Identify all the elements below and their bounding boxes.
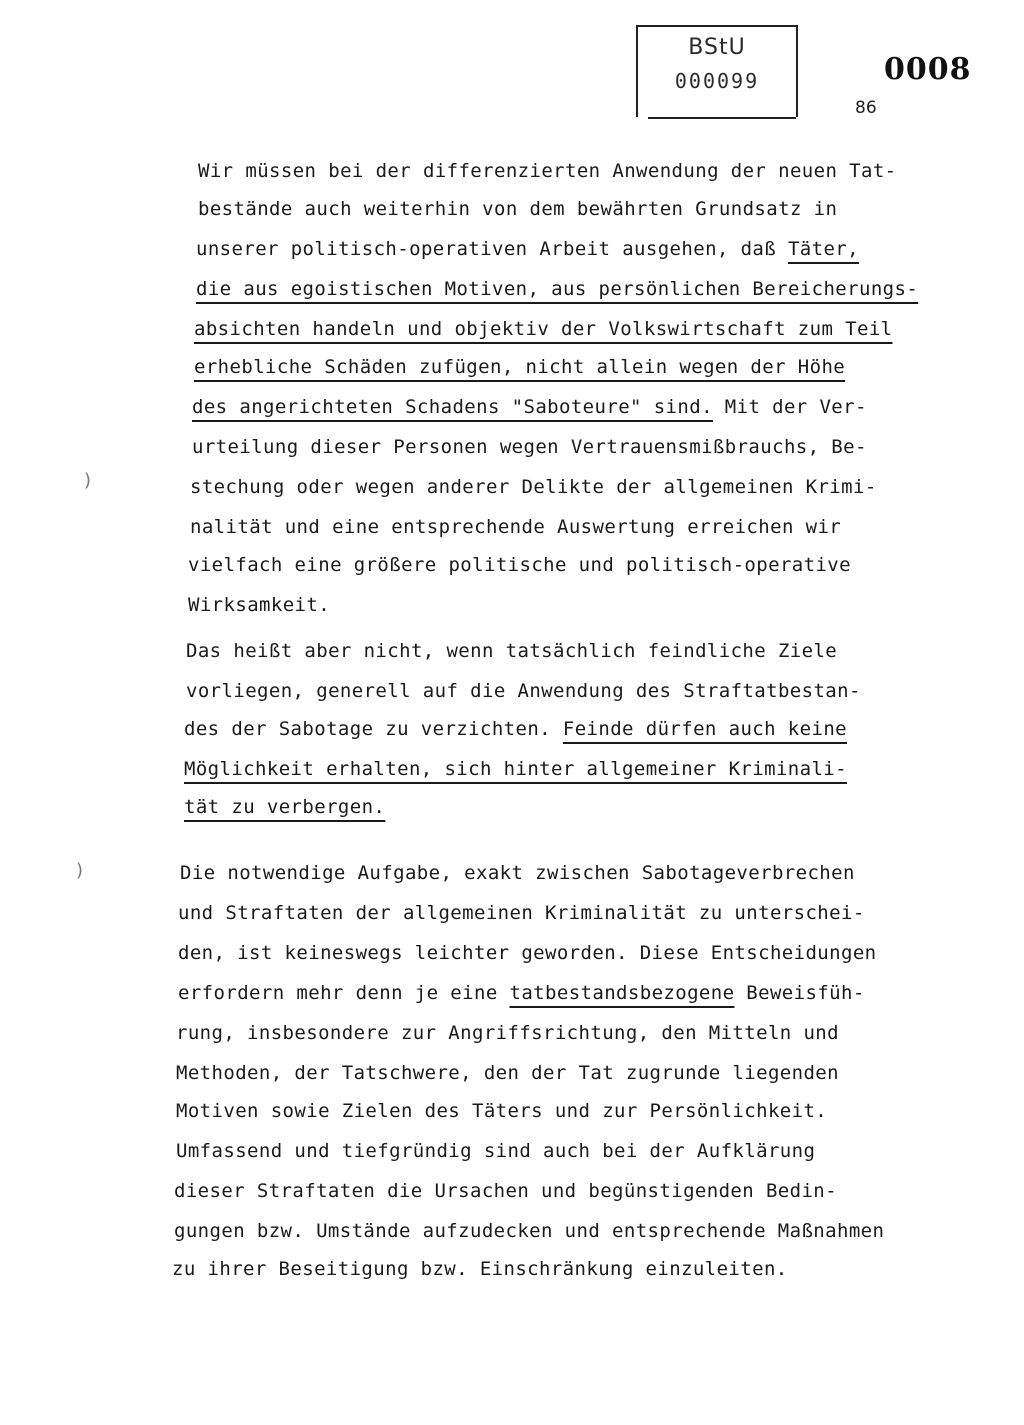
text-segment: erfordern mehr denn je eine [178, 982, 510, 1004]
underlined-text: tät zu verbergen. [184, 796, 386, 818]
text-line [176, 1100, 827, 1122]
text-line [184, 796, 385, 818]
text-line [188, 554, 851, 576]
text-segment: Beweisfüh- [734, 982, 865, 1004]
text-segment: gungen bzw. Umstände aufzudecken und entsprechende Maßnahmen [174, 1220, 885, 1242]
underlined-text: erhebliche Schäden zufügen, nicht allein wegen der Höhe [194, 356, 846, 378]
text-line [192, 436, 867, 458]
text-line [184, 758, 847, 780]
underlined-text: tatbestandsbezogene [509, 982, 735, 1004]
text-segment: vorliegen, generell auf die Anwendung des Straftatbestan- [186, 680, 861, 702]
page-number: 86 [855, 98, 877, 118]
underlined-text: Möglichkeit erhalten, sich hinter allgemeiner Kriminali- [184, 758, 847, 780]
text-line [176, 1022, 839, 1044]
stamp-number: 000099 [674, 69, 760, 93]
text-segment: Motiven sowie Zielen des Täters und zur Persönlichkeit. [176, 1100, 828, 1122]
text-line [178, 902, 865, 924]
text-line [196, 278, 918, 300]
text-line [186, 680, 861, 702]
text-segment: Die notwendige Aufgabe, exakt zwischen Sabotageverbrechen [180, 862, 855, 884]
text-segment: zu ihrer Beseitigung bzw. Einschränkung einzuleiten. [172, 1258, 788, 1280]
text-segment: dieser Straftaten die Ursachen und begünstigenden Bedin- [174, 1180, 837, 1202]
bstu-stamp [636, 25, 798, 117]
margin-mark: ) [76, 860, 84, 881]
text-segment: des der Sabotage zu verzichten. [184, 718, 563, 740]
text-line [198, 160, 897, 182]
archive-number: 0008 [884, 52, 972, 87]
text-segment: Wir müssen bei der differenzierten Anwendung der neuen Tat- [198, 160, 897, 182]
text-segment: rung, insbesondere zur Angriffsrichtung, den Mitteln und [176, 1022, 839, 1044]
text-segment: Wirksamkeit. [188, 594, 331, 616]
text-line [190, 476, 877, 498]
underlined-text: absichten handeln und objektiv der Volkswirtschaft zum Teil [194, 318, 893, 340]
text-segment: und Straftaten der allgemeinen Kriminalität zu unterschei- [178, 902, 865, 924]
text-line [198, 198, 837, 220]
text-line [194, 318, 893, 340]
text-line [192, 396, 867, 418]
text-line [184, 718, 847, 740]
text-segment: stechung oder wegen anderer Delikte der allgemeinen Krimi- [190, 476, 877, 498]
text-segment: den, ist keineswegs leichter geworden. Diese Entscheidungen [178, 942, 877, 964]
underlined-text: Feinde dürfen auch keine [562, 718, 847, 740]
text-line [188, 594, 330, 616]
stamp-title: BStU [688, 35, 746, 60]
text-segment: bestände auch weiterhin von dem bewährten Grundsatz in [198, 198, 838, 220]
text-segment: Umfassend und tiefgründig sind auch bei der Aufklärung [176, 1140, 816, 1162]
text-segment: vielfach eine größere politische und politisch-operative [188, 554, 851, 576]
text-line [178, 982, 865, 1004]
text-line [196, 238, 859, 260]
stamp-underline [648, 117, 796, 119]
underlined-text: Täter, [787, 238, 859, 260]
text-segment: Mit der Ver- [712, 396, 867, 418]
text-segment: unserer politisch-operativen Arbeit ausgehen, daß [196, 238, 788, 260]
underlined-text: die aus egoistischen Motiven, aus persönlichen Bereicherungs- [196, 278, 919, 300]
text-line [194, 356, 845, 378]
text-segment: Das heißt aber nicht, wenn tatsächlich feindliche Ziele [186, 640, 838, 662]
underlined-text: des angerichteten Schadens "Saboteure" sind. [192, 396, 713, 418]
text-line [176, 1140, 815, 1162]
text-line [178, 942, 877, 964]
text-segment: urteilung dieser Personen wegen Vertrauensmißbrauchs, Be- [192, 436, 867, 458]
text-segment: Methoden, der Tatschwere, den der Tat zugrunde liegenden [176, 1062, 839, 1084]
text-segment: nalität und eine entsprechende Auswertung erreichen wir [190, 516, 842, 538]
text-line [190, 516, 841, 538]
text-line [180, 862, 855, 884]
text-line [174, 1220, 884, 1242]
margin-mark: ) [84, 470, 92, 491]
text-line [174, 1180, 837, 1202]
text-line [172, 1258, 788, 1280]
text-line [176, 1062, 839, 1084]
text-line [186, 640, 837, 662]
